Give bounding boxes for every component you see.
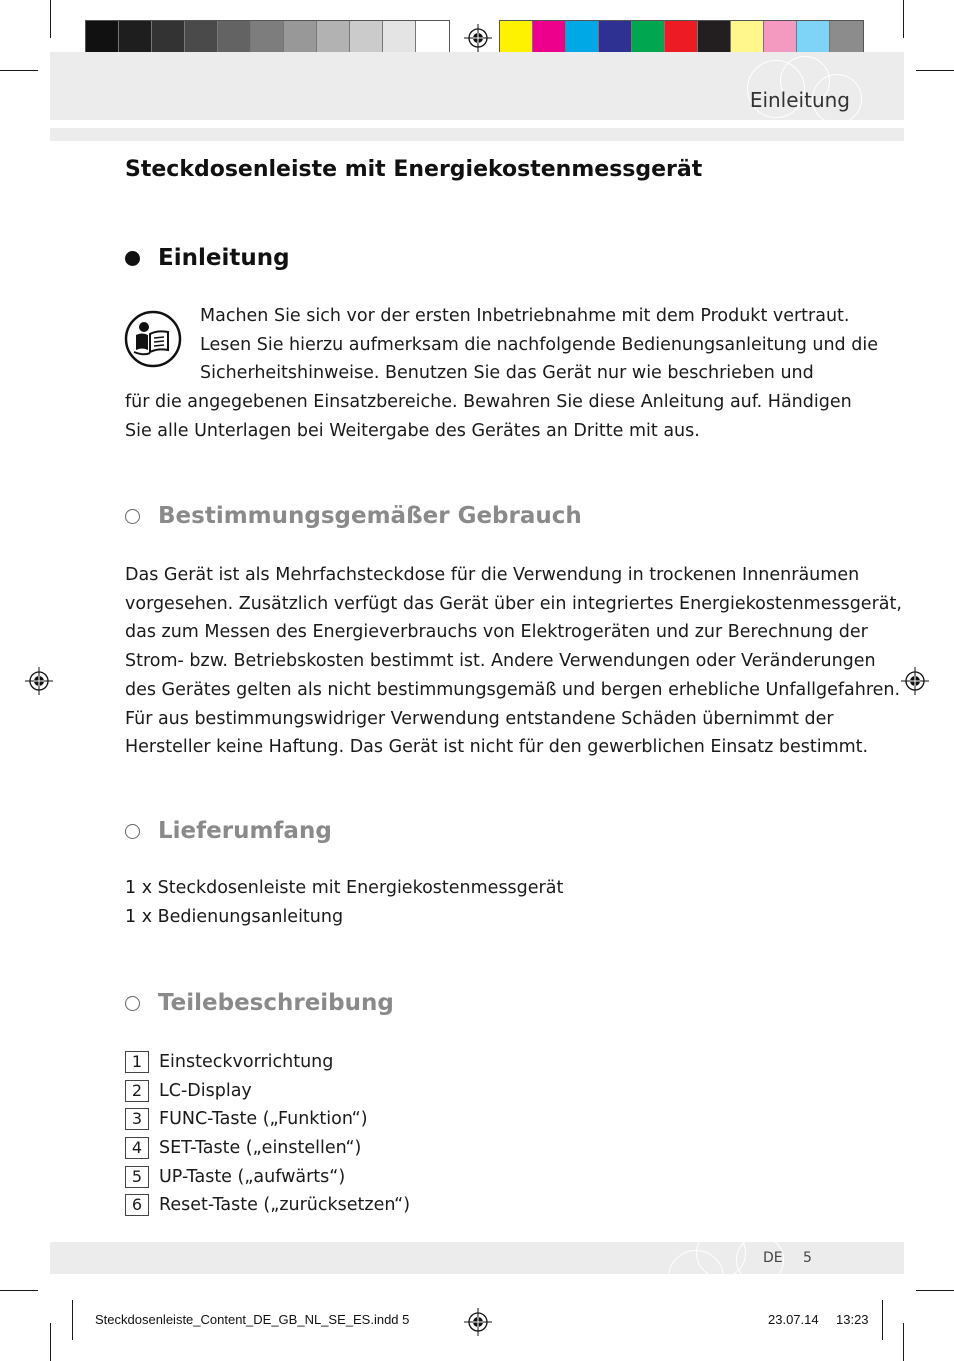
text-line: das zum Messen des Energieverbrauchs von Elektrogeräten und zur Berechnung der [125,622,868,643]
text-line: Machen Sie sich vor der ersten Inbetriebnahme mit dem Produkt vertraut. [200,306,850,326]
part-label: SET-Taste („einstellen“) [159,1138,362,1158]
color-swatch [533,21,566,54]
hollow-bullet-icon [125,824,140,839]
section-heading-parts [125,987,394,1019]
registration-mark-icon [464,1308,492,1336]
part-label: Einsteckvorrichtung [159,1052,334,1072]
section-heading-intended-use [125,500,582,532]
section-heading-text: Lieferumfang [158,818,332,844]
section-heading-text: Teilebeschreibung [158,990,394,1016]
part-number-box: 5 [125,1166,149,1188]
color-swatch [350,21,383,54]
document-title: Steckdosenleiste mit Energiekostenmessgerät [125,157,703,182]
read-manual-icon [124,310,182,368]
text-line: Das Gerät ist als Mehrfachsteckdose für die Verwendung in trockenen Innenräumen [125,565,860,585]
registration-mark-icon [25,667,53,695]
crop-mark [50,1323,51,1361]
text-line: für die angegebenen Einsatzbereiche. Bewahren Sie diese Anleitung auf. Händigen [125,392,852,412]
color-swatch [416,21,449,54]
part-item [125,1136,361,1160]
color-swatch [500,21,533,54]
text-line: Lesen Sie hierzu aufmerksam die nachfolgende Bedienungsanleitung und die [200,334,878,355]
crop-mark [0,70,38,71]
intro-paragraph-wrapped [200,302,878,388]
intended-use-paragraph [125,561,902,762]
color-swatch [830,21,863,54]
header-strip [50,128,904,141]
part-item [125,1079,252,1103]
hollow-bullet-icon [125,996,140,1011]
color-swatch [317,21,350,54]
color-swatch [218,21,251,54]
part-label: LC-Display [159,1081,252,1101]
section-heading-text: Einleitung [158,245,290,271]
crop-mark [72,1300,73,1340]
grayscale-color-bar [85,20,450,55]
color-swatch [632,21,665,54]
slug-date: 23.07.14 [768,1312,819,1327]
intro-paragraph-full [125,388,852,445]
section-heading-text: Bestimmungsgemäßer Gebrauch [158,503,582,529]
part-item [125,1165,345,1189]
part-item [125,1050,333,1074]
color-swatch [383,21,416,54]
color-swatch [731,21,764,54]
text-line: Strom- bzw. Betriebskosten bestimmt ist. Andere Verwendungen oder Veränderungen [125,651,876,672]
crop-mark [882,1300,883,1340]
color-swatch [665,21,698,54]
crop-mark [916,1290,954,1291]
part-number-box: 4 [125,1137,149,1159]
crop-mark [903,1323,904,1361]
section-heading-scope [125,815,332,847]
part-number-box: 6 [125,1194,149,1216]
hollow-bullet-icon [125,509,140,524]
part-item [125,1193,410,1217]
part-item [125,1107,368,1131]
footer-language: DE [763,1250,783,1266]
color-swatch [797,21,830,54]
part-label: FUNC-Taste („Funktion“) [159,1109,368,1129]
color-swatch [599,21,632,54]
color-swatch [764,21,797,54]
slug-filename: Steckdosenleiste_Content_DE_GB_NL_SE_ES.indd 5 [95,1312,410,1327]
scope-item: 1 x Bedienungsanleitung [125,907,344,927]
color-swatch [251,21,284,54]
color-swatch [86,21,119,54]
part-label: UP-Taste („aufwärts“) [159,1167,346,1187]
color-swatch [566,21,599,54]
color-swatch [152,21,185,54]
crop-mark [916,70,954,71]
crop-mark [903,0,904,38]
scope-item: 1 x Steckdosenleiste mit Energiekostenmessgerät [125,878,564,898]
color-swatch [698,21,731,54]
header-section-label: Einleitung [749,88,850,112]
slug-time: 13:23 [836,1312,869,1327]
filled-bullet-icon [125,251,140,266]
text-line: Für aus bestimmungswidriger Verwendung entstandene Schäden übernimmt der [125,708,834,729]
part-number-box: 2 [125,1080,149,1102]
section-heading-intro [125,242,290,274]
color-swatch [119,21,152,54]
text-line: Sie alle Unterlagen bei Weitergabe des Gerätes an Dritte mit aus. [125,420,700,441]
color-swatch [284,21,317,54]
text-line: Sicherheitshinweise. Benutzen Sie das Gerät nur wie beschrieben und [200,363,814,384]
part-label: Reset-Taste („zurücksetzen“) [159,1195,411,1215]
registration-mark-icon [901,667,929,695]
text-line: des Gerätes gelten als nicht bestimmungsgemäß und bergen erhebliche Unfallgefahren. [125,679,901,700]
text-line: vorgesehen. Zusätzlich verfügt das Gerät über ein integriertes Energiekostenmessgerät, [125,593,902,614]
process-color-bar [499,20,864,55]
crop-mark [50,0,51,38]
text-line: Hersteller keine Haftung. Das Gerät ist nicht für den gewerblichen Einsatz bestimmt. [125,737,869,758]
part-number-box: 3 [125,1108,149,1130]
crop-mark [0,1290,38,1291]
part-number-box: 1 [125,1051,149,1073]
footer-page-number: 5 [803,1250,812,1266]
registration-mark-icon [464,24,492,52]
color-swatch [185,21,218,54]
